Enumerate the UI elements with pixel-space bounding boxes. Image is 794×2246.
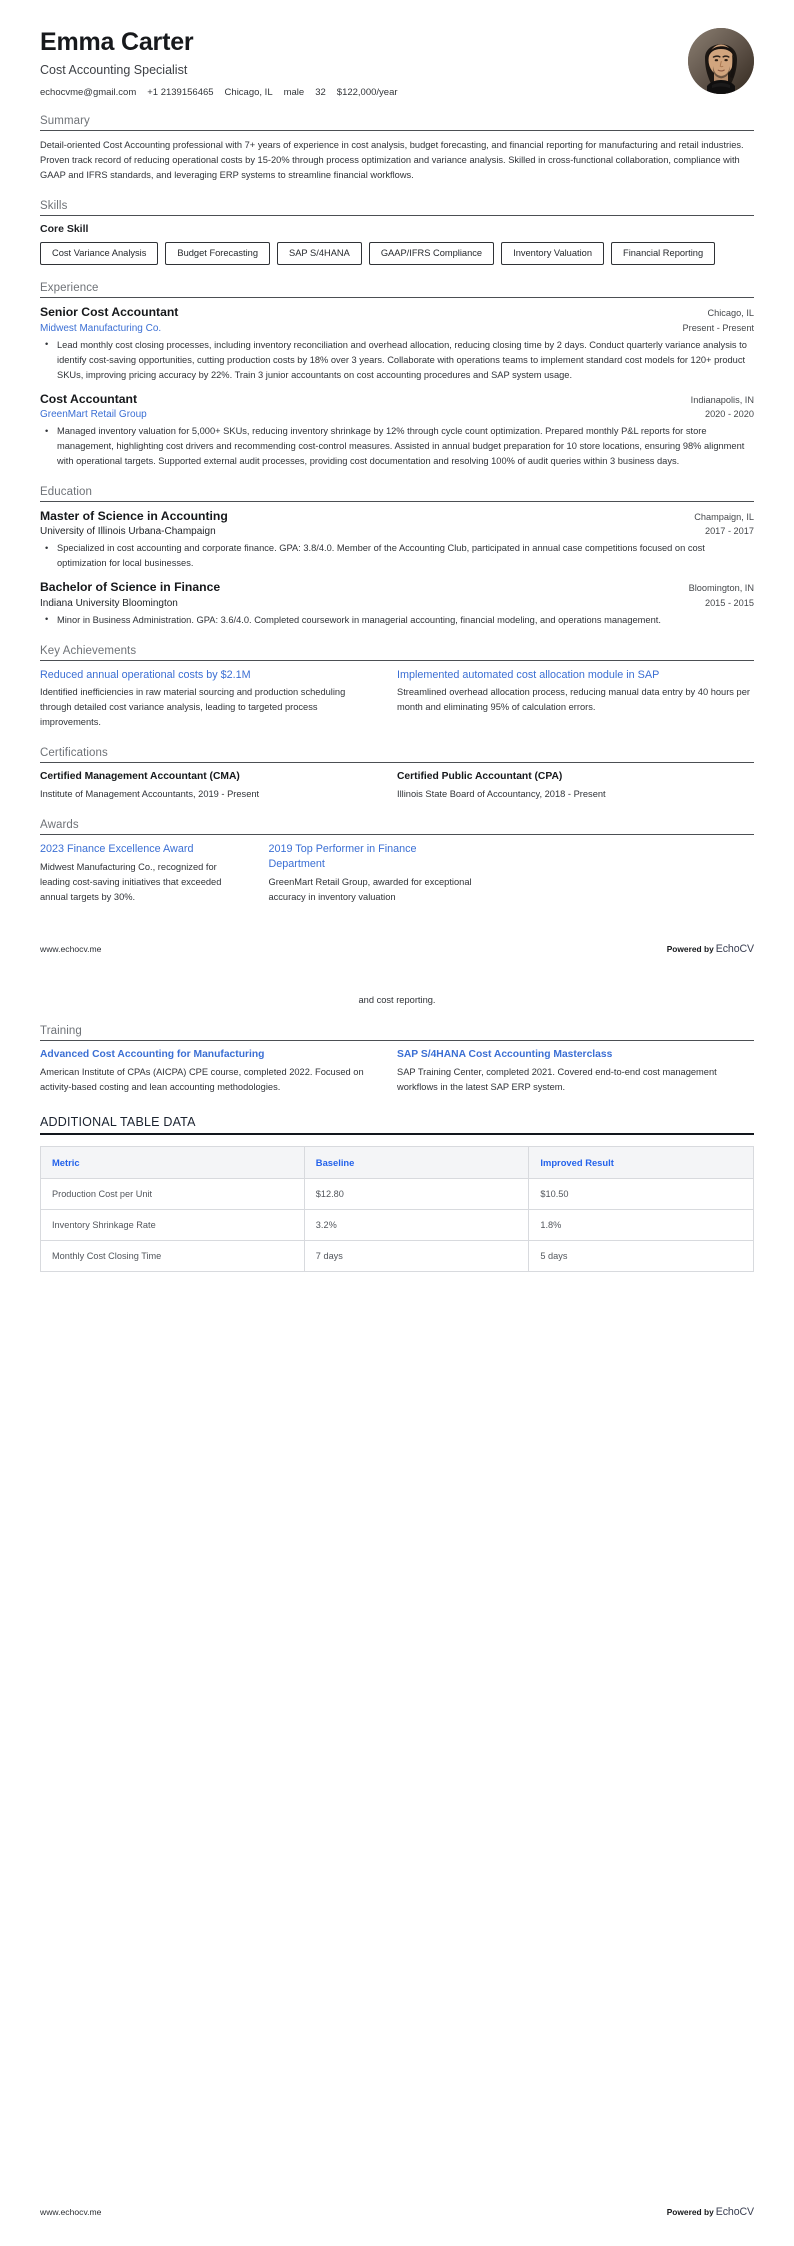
section-skills [40,200,754,265]
education-school: University of Illinois Urbana-Champaign [40,526,216,538]
skill-chip[interactable]: SAP S/4HANA [277,242,362,265]
section-title-skills: Skills [40,200,68,213]
experience-role: Cost Accountant [40,391,138,406]
page-footer-bottom [40,2206,754,2218]
footer-url[interactable]: www.echocv.me [40,944,102,955]
skill-chip[interactable]: Budget Forecasting [165,242,270,265]
training-description: American Institute of CPAs (AICPA) CPE course, completed 2022. Focused on activity-based costing and lean accounting methodologies. [40,1067,364,1093]
section-title-awards: Awards [40,819,79,832]
table-column-header: Baseline [304,1147,529,1179]
contact-phone[interactable]: +1 2139156465 [147,87,214,98]
award-description: GreenMart Retail Group, awarded for exceptional accuracy in inventory valuation [268,876,472,902]
orphan-text-line: and cost reporting. [358,995,436,1006]
section-certifications [40,747,754,802]
section-divider [40,501,754,502]
additional-data-table [40,1146,754,1272]
training-title[interactable]: Advanced Cost Accounting for Manufacturing [40,1049,265,1061]
award-description: Midwest Manufacturing Co., recognized for leading cost-saving initiatives that exceeded annual targets by 30%. [40,861,222,903]
section-experience [40,282,754,469]
section-divider [40,1040,754,1041]
experience-entry [40,392,754,469]
training-item [40,1048,397,1095]
skill-chip[interactable]: GAAP/IFRS Compliance [369,242,494,265]
section-title-training: Training [40,1025,82,1038]
section-education [40,486,754,628]
section-key-achievements [40,645,754,731]
section-additional-table [40,1115,754,1272]
education-entry [40,580,754,627]
page-title: Emma Carter [40,28,194,56]
contact-salary: $122,000/year [336,87,398,98]
certification-item [397,770,754,802]
table-cell: Production Cost per Unit [41,1179,305,1210]
key-achievements-grid [40,668,754,731]
education-dates: 2015 - 2015 [704,597,754,608]
education-entry [40,509,754,571]
section-title-additional-table: ADDITIONAL TABLE DATA [40,1115,196,1130]
section-divider [40,1133,754,1135]
certification-title: Certified Management Accountant (CMA) [40,771,240,783]
table-cell: $12.80 [304,1179,529,1210]
education-degree: Master of Science in Accounting [40,509,228,524]
key-achievement-description: Streamlined overhead allocation process, reducing manual data entry by 40 hours per month and eliminating 95% of calculation errors. [397,687,750,713]
table-cell: 5 days [529,1241,754,1272]
table-row [41,1179,754,1210]
section-divider [40,130,754,131]
skill-group-label: Core Skill [40,223,89,236]
experience-organization[interactable]: GreenMart Retail Group [40,409,147,420]
section-divider [40,834,754,835]
education-degree: Bachelor of Science in Finance [40,580,221,595]
section-title-certifications: Certifications [40,747,108,760]
footer-brand: EchoCV [715,2206,754,2218]
experience-location: Indianapolis, IN [690,394,754,405]
section-title-key-achievements: Key Achievements [40,644,137,657]
key-achievement-item [397,668,754,731]
table-cell: 1.8% [529,1210,754,1241]
award-item [268,842,496,905]
bullet-item: • Managed inventory valuation for 5,000+ SKUs, reducing inventory shrinkage by 12% through cycle count optimization. Prepared monthly P&L reports for store management, highlighting cost drivers and recommending cost-control measures. Assisted in annual budget preparation for 10 store locations, ensuring 98% alignment with operational targets. Supported external audit processes, providing cost documentation and resolving 100% of audit queries within 3 business days. [55,424,754,469]
contact-gender: male [283,87,305,98]
education-location: Bloomington, IN [688,583,754,594]
section-divider [40,660,754,661]
table-cell: Monthly Cost Closing Time [41,1241,305,1272]
experience-dates: 2020 - 2020 [704,409,754,419]
education-bullets [40,613,754,628]
education-bullets [40,541,754,571]
section-divider [40,297,754,298]
award-title[interactable]: 2023 Finance Excellence Award [40,843,194,856]
training-item [397,1048,754,1095]
footer-powered-prefix: Powered by [666,2207,714,2217]
skill-chip[interactable]: Inventory Valuation [501,242,604,265]
training-description: SAP Training Center, completed 2021. Covered end-to-end cost management workflows in the latest SAP ERP system. [397,1067,717,1093]
awards-grid [40,842,754,905]
bullet-item: • Lead monthly cost closing processes, including inventory reconciliation and overhead allocation, reducing closing time by 2 days. Conduct quarterly variance analysis to identify cost-saving opportunities, cutting production costs by 18% over 3 years. Collaborate with operations teams to implement standard cost models for 120+ product SKUs, improving pricing accuracy by 22%. Train 3 junior accountants on cost accounting procedures and SAP system usage. [55,338,754,383]
table-row [41,1210,754,1241]
skill-chip[interactable]: Cost Variance Analysis [40,242,158,265]
award-title[interactable]: 2019 Top Performer in Finance Department [268,843,417,870]
experience-role: Senior Cost Accountant [40,305,179,320]
section-summary [40,115,754,183]
section-title-education: Education [40,486,93,499]
section-awards [40,819,754,905]
key-achievement-item [40,668,397,731]
training-title[interactable]: SAP S/4HANA Cost Accounting Masterclass [397,1049,613,1061]
header-text-block [40,26,688,98]
certification-description: Illinois State Board of Accountancy, 2018 - Present [397,789,606,800]
resume-header [40,0,754,98]
certifications-grid [40,770,754,802]
skill-chip[interactable]: Financial Reporting [611,242,715,265]
section-training [40,1025,754,1095]
table-cell: 3.2% [304,1210,529,1241]
footer-url[interactable]: www.echocv.me [40,2207,102,2217]
award-item [40,842,268,905]
experience-entry [40,305,754,382]
experience-location: Chicago, IL [707,308,754,319]
education-dates: 2017 - 2017 [704,526,754,537]
summary-text: Detail-oriented Cost Accounting professional with 7+ years of experience in cost analysis, budget forecasting, and financial reporting for manufacturing and retail industries. Proven track record of reducing operational costs by 15-20% through process optimization and variance analysis. Skilled in cross-functional collaboration, compliance with GAAP and IFRS standards, and leveraging ERP systems to streamline financial workflows. [40,140,744,181]
footer-brand: EchoCV [715,943,754,956]
certification-item [40,770,397,802]
bullet-item: • Minor in Business Administration. GPA: 3.6/4.0. Completed coursework in managerial accounting, financial modeling, and operations management. [55,613,754,628]
experience-dates: Present - Present [682,322,754,333]
skill-chip-list [40,242,754,265]
footer-powered-by [667,2206,754,2218]
table-cell: Inventory Shrinkage Rate [41,1210,305,1241]
certification-title: Certified Public Accountant (CPA) [397,771,563,783]
bullet-item: • Specialized in cost accounting and corporate finance. GPA: 3.8/4.0. Member of the Accounting Club, participated in annual case competitions focused on cost optimization for local businesses. [55,541,754,571]
contact-email[interactable]: echocvme@gmail.com [40,87,137,98]
certification-description: Institute of Management Accountants, 2019 - Present [40,789,260,800]
key-achievement-description: Identified inefficiencies in raw material sourcing and production scheduling through detailed cost variance analysis, leading to targeted process improvements. [40,687,346,728]
table-row [41,1241,754,1272]
experience-bullets [40,338,754,383]
contact-age: 32 [315,87,326,98]
contact-location: Chicago, IL [224,87,273,98]
table-cell: 7 days [304,1241,529,1272]
table-column-header: Metric [41,1147,305,1179]
avatar [688,28,754,94]
footer-powered-prefix: Powered by [666,944,714,955]
experience-bullets [40,424,754,469]
experience-organization[interactable]: Midwest Manufacturing Co. [40,322,162,334]
section-divider [40,215,754,216]
table-column-header: Improved Result [529,1147,754,1179]
education-location: Champaign, IL [694,512,754,523]
section-title-experience: Experience [40,282,99,295]
key-achievement-title[interactable]: Implemented automated cost allocation module in SAP [397,668,660,681]
page-footer [40,943,754,955]
contact-row [40,87,688,98]
key-achievement-title[interactable]: Reduced annual operational costs by $2.1M [40,668,251,681]
footer-powered-by [667,943,754,955]
table-cell: $10.50 [529,1179,754,1210]
section-divider [40,762,754,763]
job-title: Cost Accounting Specialist [40,62,188,77]
education-school: Indiana University Bloomington [40,597,178,609]
section-title-summary: Summary [40,115,90,127]
training-grid [40,1048,754,1095]
table-header-row [41,1147,754,1179]
